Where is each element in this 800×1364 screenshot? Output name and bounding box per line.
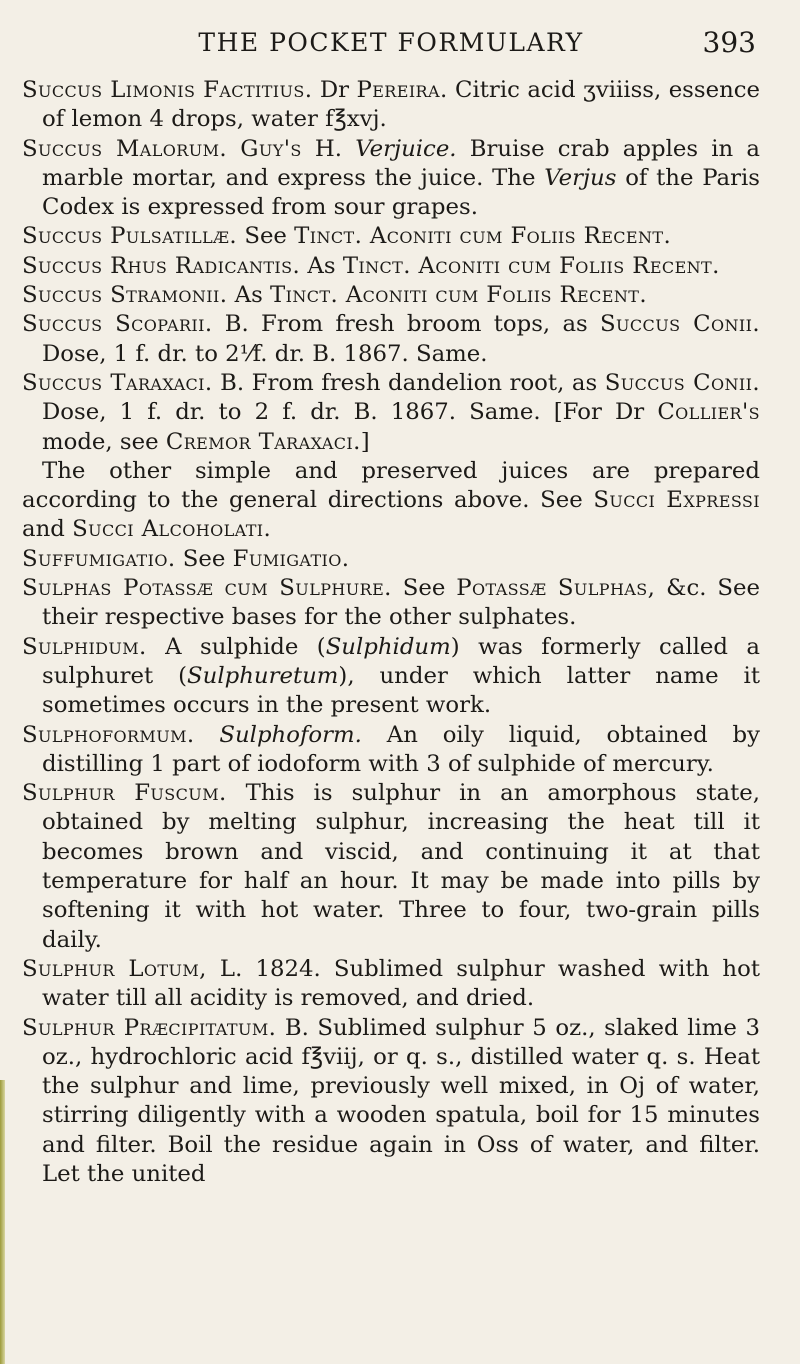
italic-term: Sulphidum [325,633,451,660]
entry-term: Sulphur Lotum, [22,955,207,982]
formulary-entry [22,1014,760,1190]
entry-term: Pereira. [356,77,448,103]
italic-term: Sulphuretum [187,662,339,689]
entry-term: Sulphas Potassæ cum Sulphure. [22,575,392,602]
entry-term: Succi Alcoholati. [72,516,272,543]
entry-term: Succi Expressi [593,487,760,514]
entry-term: Potassæ Sulphas, [456,575,656,602]
entry-text: A sulphide ( [146,633,326,660]
entry-term: Sulphoformum. [22,721,195,748]
formulary-entry [22,779,760,955]
formulary-entry [22,252,760,281]
entry-text: An oily liquid, obtained by distilling 1 part of iodoform with 3 of sulphide of mercury. [42,721,760,777]
entry-text: As [300,252,343,279]
entry-term: Succus Pulsatillæ. [22,223,238,250]
entry-text: &c. See their respective bases for the other sulphates. [42,575,761,631]
entry-text: and [22,516,73,543]
formulary-entry [22,281,760,310]
entry-text: mode, see [42,428,166,455]
entry-text: Dose, 1 f. dr. to 2⅟f. dr. B. 1867. Same. [42,340,488,367]
running-title: THE POCKET FORMULARY [198,28,584,57]
italic-term: Sulphoform. [219,721,362,748]
entry-term: Succus Stramonii. [22,282,228,309]
entry-text: See [391,575,457,602]
entry-text: See [237,223,295,250]
entry-text: See [175,545,233,572]
entry-text: ), under which latter name it sometimes occurs in the present work. [42,662,760,719]
entry-term: Sulphur Fuscum. [22,780,227,807]
entry-text: The other simple and preserved juices are prepared according to the general directions above. See [22,457,760,514]
formulary-entry [22,721,760,780]
formulary-entry [22,574,760,633]
entry-text: B. From fresh dandelion root, as [212,369,605,396]
body-paragraph [22,457,760,545]
entry-term: Sulphur Præcipitatum. [22,1014,277,1041]
entry-term: Guy's [240,135,302,162]
formulary-entry [22,955,760,1014]
entry-text: B. Sublimed sulphur 5 oz., slaked lime 3 oz., hydrochloric acid f℥viij, or q. s., distilled water q. s. Heat the sulphur and lime, previously well mixed, in Oj of water, stirring diligently with a wooden spatula, boil for 15 minutes and filter. Boil the residue again in Oss of water, and filter. Let the united [42,1014,760,1187]
entry-term: Succus Rhus Radicantis. [22,252,301,279]
entry-term: Succus Limonis Factitius. [22,77,313,103]
entry-term: Cremor Taraxaci. [165,428,361,455]
entry-text: As [227,282,271,309]
entry-text: ) was formerly called a sulphuret ( [42,633,760,689]
formulary-entry [22,633,760,721]
entry-text: This is sulphur in an amorphous state, obtained by melting sulphur, increasing the heat till it becomes brown and viscid, and continuing it at that temperature for half an hour. It may be made into pills by softening it with hot water. Three to four, two-grain pills daily. [42,780,760,953]
entry-term: Tinct. Aconiti cum Foliis Recent. [270,282,647,309]
italic-term: Verjuice. [355,135,457,162]
formulary-entry [22,222,760,251]
entry-term: Collier's [657,399,760,426]
entry-text: Dose, 1 f. dr. to 2 f. dr. B. 1867. Same. [For Dr [42,399,658,426]
entry-text: H. [301,135,356,162]
entry-text: Dr [312,77,357,103]
entry-term: Succus Taraxaci. [22,369,213,396]
page-header [22,20,760,72]
formulary-entry [22,310,760,369]
entry-text: of the Paris Codex is expressed from sour grapes. [42,164,760,221]
entry-term: Fumigatio. [232,545,350,572]
italic-term: Verjus [544,164,617,191]
entry-term: Succus Conii. [600,311,760,338]
entry-term: Tinct. Aconiti cum Foliis Recent. [342,252,720,279]
formulary-entry [22,369,760,457]
page-edge-stain [0,1080,5,1364]
entry-term: Tinct. Aconiti cum Foliis Recent. [294,223,672,250]
entry-text: B. From fresh broom tops, as [212,311,601,338]
entry-text [195,722,220,748]
formulary-entry [22,135,760,223]
entry-term: Sulphidum. [22,633,147,660]
formulary-entry [22,545,760,574]
entry-term: Succus Malorum. [22,135,228,162]
entry-text: ] [360,428,370,455]
formulary-entry [22,76,760,135]
page-number: 393 [702,26,756,59]
entry-term: Succus Conii. [604,369,760,396]
entry-text: Citric acid ʒviiiss, essence of lemon 4 drops, water f℥xvj. [42,77,761,133]
entry-text [227,136,240,162]
entry-term: Suffumigatio. [22,545,176,572]
formulary-entries [22,76,760,1189]
entry-term: Succus Scoparii. [22,311,213,338]
entry-text: Bruise crab apples in a marble mortar, and express the juice. The [42,135,761,191]
entry-text: L. 1824. Sublimed sulphur washed with hot water till all acidity is removed, and dried. [42,955,760,1012]
